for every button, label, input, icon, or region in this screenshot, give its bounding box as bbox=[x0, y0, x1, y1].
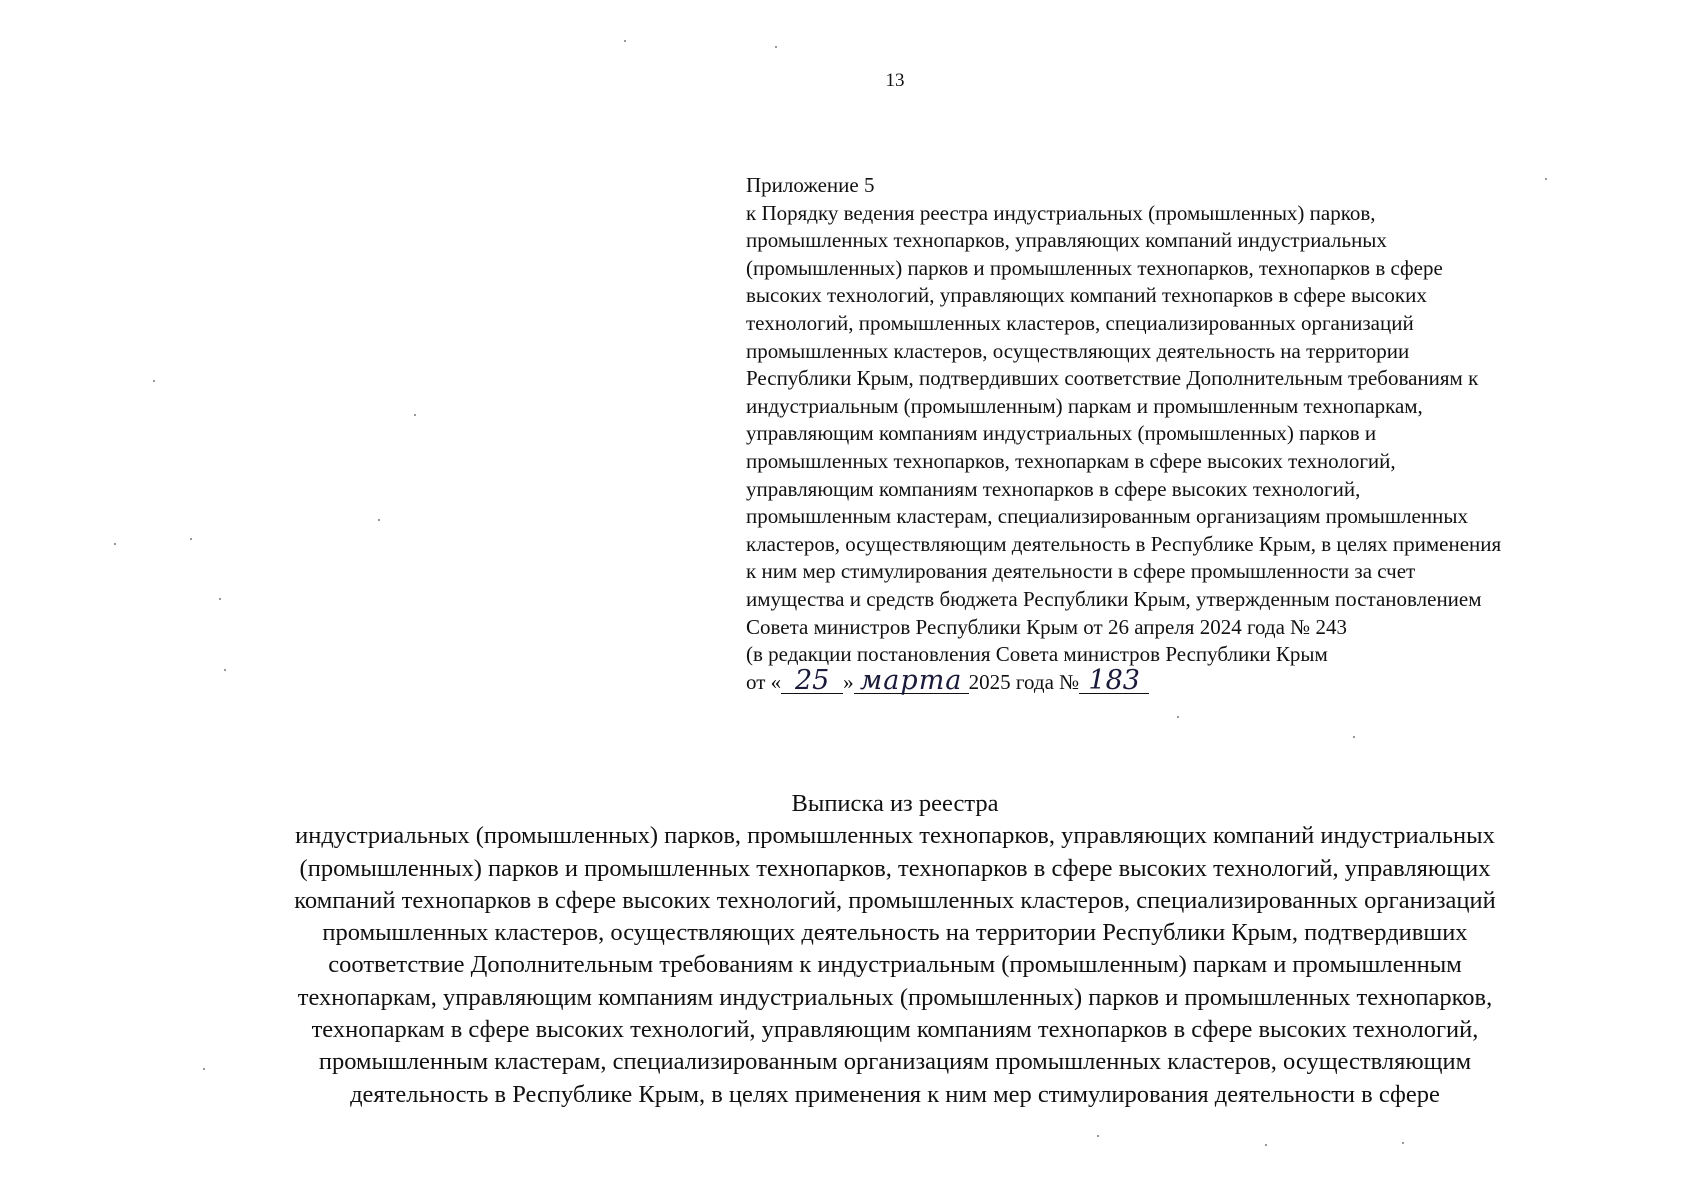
extract-title-line: технопаркам, управляющим компаниям индустриальных (промышленных) парков и промышленных технопарков, bbox=[297, 983, 1493, 1011]
appendix-line: промышленных кластеров, осуществляющих деятельность на территории bbox=[746, 338, 1410, 363]
extract-title-line: промышленных кластеров, осуществляющих деятельность на территории Республики Крым, подтвердивших bbox=[322, 919, 1468, 947]
appendix-line: промышленных технопарков, управляющих компаний индустриальных bbox=[746, 228, 1387, 253]
extract-heading: Выписка из реестра bbox=[791, 790, 999, 817]
appendix-block bbox=[746, 172, 1646, 696]
scan-speck bbox=[775, 46, 777, 48]
appendix-line: Приложение 5 bbox=[746, 173, 875, 197]
appendix-line: промышленным кластерам, специализированным организациям промышленных bbox=[746, 504, 1468, 529]
appendix-line: кластеров, осуществляющим деятельность в Республике Крым, в целях применения bbox=[746, 531, 1502, 556]
scan-speck bbox=[1265, 1144, 1267, 1146]
appendix-line: высоких технологий, управляющих компаний технопарков в сфере высоких bbox=[746, 283, 1427, 308]
scan-speck bbox=[153, 380, 155, 382]
appendix-line: (в редакции постановления Совета министров Республики Крым bbox=[746, 642, 1328, 667]
scan-speck bbox=[114, 543, 116, 545]
appendix-line: технологий, промышленных кластеров, специализированных организаций bbox=[746, 310, 1414, 335]
scan-speck bbox=[414, 414, 416, 416]
scan-speck bbox=[203, 1068, 205, 1070]
appendix-line: (промышленных) парков и промышленных технопарков, технопарков в сфере bbox=[746, 255, 1443, 280]
extract-title-line: индустриальных (промышленных) парков, промышленных технопарков, управляющих компаний индустриальных bbox=[295, 822, 1495, 850]
extract-title-line: промышленным кластерам, специализированным организациям промышленных кластеров, осуществляющим bbox=[318, 1048, 1472, 1076]
extract-title-line: компаний технопарков в сфере высоких технологий, промышленных кластеров, специализированных организаций bbox=[294, 886, 1496, 914]
scan-speck bbox=[190, 538, 192, 540]
appendix-line: к Порядку ведения реестра индустриальных (промышленных) парков, bbox=[746, 200, 1376, 225]
handwritten-number: 183 bbox=[1079, 669, 1149, 694]
appendix-line: индустриальным (промышленным) паркам и промышленным технопаркам, bbox=[746, 393, 1423, 418]
appendix-line: управляющим компаниям технопарков в сфере высоких технологий, bbox=[746, 476, 1361, 501]
scan-speck bbox=[1353, 736, 1355, 738]
scan-speck bbox=[1097, 1135, 1099, 1137]
date-prefix: от « bbox=[746, 669, 782, 694]
handwritten-day: 25 bbox=[781, 669, 843, 694]
appendix-line: управляющим компаниям индустриальных (промышленных) парков и bbox=[746, 421, 1377, 446]
scan-speck bbox=[1177, 716, 1179, 718]
appendix-line: к ним мер стимулирования деятельности в сфере промышленности за счет bbox=[746, 559, 1416, 584]
date-year-text: 2025 года № bbox=[968, 669, 1080, 694]
scan-speck bbox=[219, 598, 221, 600]
scan-speck bbox=[378, 519, 380, 521]
handwritten-month: марта bbox=[854, 669, 969, 694]
scan-speck bbox=[1402, 1142, 1404, 1144]
scan-speck bbox=[624, 40, 626, 42]
appendix-line: имущества и средств бюджета Республики Крым, утвержденным постановлением bbox=[746, 586, 1482, 611]
appendix-line: Совета министров Республики Крым от 26 апреля 2024 года № 243 bbox=[746, 614, 1347, 639]
scan-speck bbox=[1545, 178, 1547, 180]
extract-title-line: технопаркам в сфере высоких технологий, управляющим компаниям технопарков в сфере высоких технологий, bbox=[311, 1016, 1479, 1044]
appendix-date-line bbox=[746, 664, 1646, 697]
page-number: 13 bbox=[885, 70, 905, 91]
date-quote-close: » bbox=[843, 669, 854, 694]
appendix-line: промышленных технопарков, технопаркам в сфере высоких технологий, bbox=[746, 448, 1396, 473]
extract-title-line: (промышленных) парков и промышленных технопарков, технопарков в сфере высоких технологий, управляющих bbox=[299, 854, 1491, 882]
extract-title-line: деятельность в Республике Крым, в целях применения к ним мер стимулирования деятельности в сфере bbox=[350, 1080, 1440, 1108]
extract-title-block bbox=[170, 788, 1620, 1111]
scan-speck bbox=[224, 669, 226, 671]
extract-title-line: соответствие Дополнительным требованиям к индустриальным (промышленным) паркам и промышленным bbox=[328, 951, 1462, 979]
appendix-line: Республики Крым, подтвердивших соответствие Дополнительным требованиям к bbox=[746, 366, 1479, 391]
